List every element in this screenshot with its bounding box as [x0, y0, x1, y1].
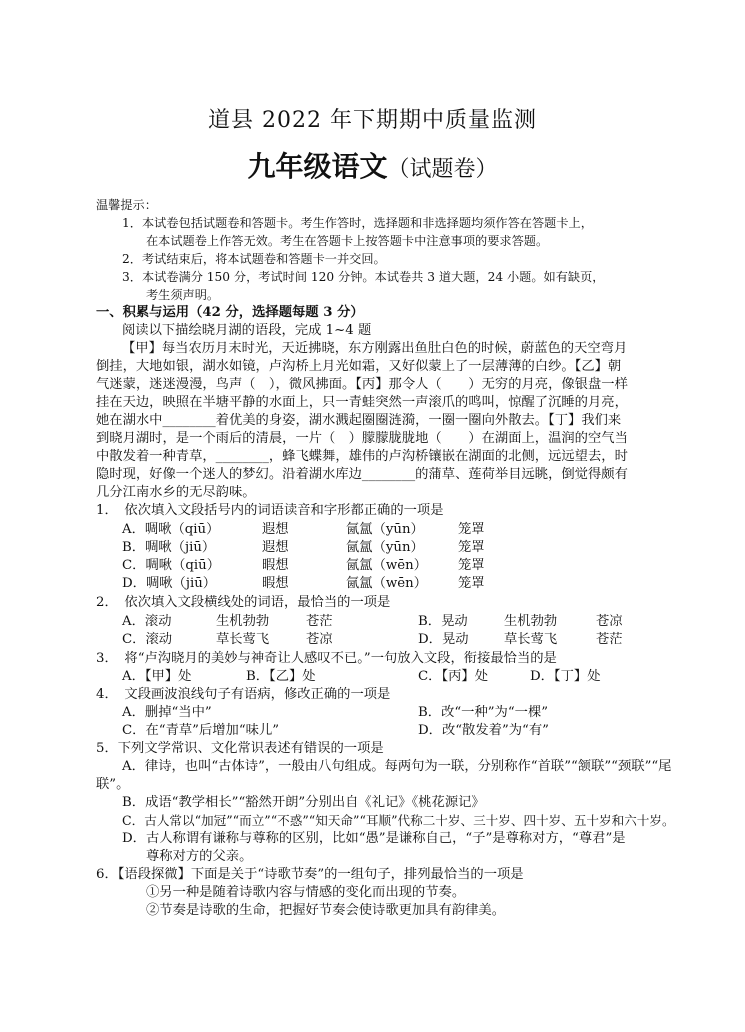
option-text: A．啁啾（qiū）	[122, 522, 220, 537]
passage-line: 挂在天边，映照在半塘平静的水面上，只一青蛙突然一声滚爪的鸣叫，惊醒了沉睡的月亮，	[96, 395, 628, 410]
question-stem: 2． 依次填入文段横线处的词语，最恰当的一项是	[96, 595, 391, 610]
question-stem: 1． 依次填入文段括号内的词语读音和字形都正确的一项是	[96, 503, 444, 518]
option-text: A．【甲】处	[122, 669, 192, 684]
option-text: D．啁啾（jiū）	[122, 576, 217, 591]
exam-title: 道县 2022 年下期期中质量监测	[208, 108, 537, 133]
option-text: A．律诗，也叫“古体诗”，一般由八句组成。每两句为一联，分别称作“首联”“颔联”“颈联”“尾	[122, 759, 672, 774]
notice-item: 3．本试卷满分 150 分，考试时间 120 分钟。本试卷共 3 道大题，24 小题。如有缺页，	[122, 270, 605, 284]
notice-item: 1．本试卷包括试题卷和答题卡。考生作答时，选择题和非选择题均须作答在答题卡上，	[122, 216, 593, 230]
option-text: 尊称对方的父亲。	[146, 849, 253, 864]
option-text: 草长莺飞	[216, 632, 270, 647]
passage-line: 她在湖水中________着优美的身姿，湖水溅起圈圈涟漪，一圈一圈向外散去。【丁】我们来	[96, 413, 622, 428]
option-text: D．晃动	[418, 632, 469, 647]
option-text: 生机勃勃	[504, 614, 558, 629]
option-text: 遐想	[262, 522, 289, 537]
paper-type: （试题卷）	[387, 157, 498, 182]
option-text: B．【乙】处	[246, 669, 316, 684]
passage-line: 【甲】每当农历月末时光，天近拂晓，东方刚露出鱼肚白色的时候，蔚蓝色的天空弯月	[122, 341, 628, 356]
sentence-item: ①另一种是随着诗歌内容与情感的变化而出现的节奏。	[146, 885, 466, 900]
option-text: D．【丁】处	[530, 669, 601, 684]
option-text: C．啁啾（qiū）	[122, 558, 220, 573]
exam-subtitle	[0, 145, 745, 185]
notice-item: 2．考试结束后，将本试题卷和答题卡一并交回。	[122, 252, 386, 266]
option-text: 暇想	[262, 576, 289, 591]
question-stem: 3． 将“卢沟晓月的美妙与神奇让人感叹不已。”一句放入文段，衔接最恰当的是	[96, 651, 557, 666]
option-text: A．删掉“当中”	[122, 705, 212, 720]
option-text: 生机勃勃	[216, 614, 270, 629]
option-text: B．啁啾（jiū）	[122, 540, 216, 555]
option-text: 草长莺飞	[504, 632, 558, 647]
option-text: 暇想	[262, 558, 289, 573]
option-text: 氤氲（yūn）	[346, 540, 424, 555]
passage-line: 隐时现，好像一个迷人的梦幻。沿着湖水库边________的蒲草、莲荷举目远眺，倒觉得颇有	[96, 467, 628, 482]
option-text: 氤氲（wēn）	[346, 558, 428, 573]
notice-heading: 温馨提示：	[96, 198, 157, 212]
option-text: 苍茫	[596, 632, 623, 647]
option-text: B．晃动	[418, 614, 468, 629]
question-stem: 4． 文段画波浪线句子有语病，修改正确的一项是	[96, 687, 391, 702]
option-text: D．改“散发着”为“有”	[418, 723, 549, 738]
option-text: D．古人称谓有谦称与尊称的区别，比如“愚”是谦称自己，“子”是尊称对方，“尊君”是	[122, 831, 626, 846]
option-text: 苍茫	[306, 614, 333, 629]
option-text: B．成语“教学相长”“豁然开朗”分别出自《礼记》《桃花源记》	[122, 795, 485, 810]
question-stem: 5．下列文学常识、文化常识表述有错误的一项是	[96, 741, 384, 756]
option-text: C．滚动	[122, 632, 173, 647]
question-stem: 6．【语段探微】下面是关于“诗歌节奏”的一组句子，排列最恰当的一项是	[96, 867, 524, 882]
option-text: 遐想	[262, 540, 289, 555]
option-text: 氤氲（yūn）	[346, 522, 424, 537]
sentence-item: ②节奏是诗歌的生命，把握好节奏会使诗歌更加具有韵律美。	[146, 903, 506, 918]
passage-line: 气迷蒙，迷迷漫漫，鸟声（ ），微风拂面。【丙】那令人（ ）无穷的月亮，像银盘一样	[96, 377, 628, 392]
passage-line: 倒挂，大地如银，湖水如镜，卢沟桥上月光如霜，又好似蒙上了一层薄薄的白纱。【乙】朝	[96, 359, 622, 374]
passage-line: 几分江南水乡的无尽韵味。	[96, 485, 256, 500]
passage-line: 到晓月湖时，是一个雨后的清晨，一片（ ）朦朦胧胧地（ ）在湖面上，温润的空气当	[96, 431, 628, 446]
option-text: C．在“青草”后增加“味儿”	[122, 723, 280, 738]
option-text: 笼罩	[458, 558, 485, 573]
passage-line: 中散发着一种青草，________，蜂飞蝶舞，雄伟的卢沟桥镶嵌在湖面的北侧，远远望去，时	[96, 449, 628, 464]
option-text: 笼罩	[458, 522, 485, 537]
section-heading: 一、积累与运用（42 分，选择题每题 3 分）	[96, 305, 364, 320]
notice-item: 考生须声明。	[146, 288, 220, 302]
option-text: 苍凉	[306, 632, 333, 647]
option-text: 苍凉	[596, 614, 623, 629]
option-text: B．改“一种”为“一棵”	[418, 705, 549, 720]
passage-intro: 阅读以下描绘晓月湖的语段，完成 1~4 题	[122, 323, 372, 338]
option-text: 联”。	[96, 777, 130, 792]
option-text: 笼罩	[458, 576, 485, 591]
option-text: C．古人常以“加冠”“而立”“不惑”“知天命”“耳顺”代称二十岁、三十岁、四十岁、五十岁和六十岁。	[122, 813, 675, 828]
option-text: A．滚动	[122, 614, 172, 629]
notice-item: 在本试题卷上作答无效。考生在答题卡上按答题卡中注意事项的要求答题。	[146, 234, 549, 248]
option-text: C．【丙】处	[418, 669, 489, 684]
subject-title: 九年级语文	[247, 150, 388, 183]
option-text: 笼罩	[458, 540, 485, 555]
option-text: 氤氲（wēn）	[346, 576, 428, 591]
